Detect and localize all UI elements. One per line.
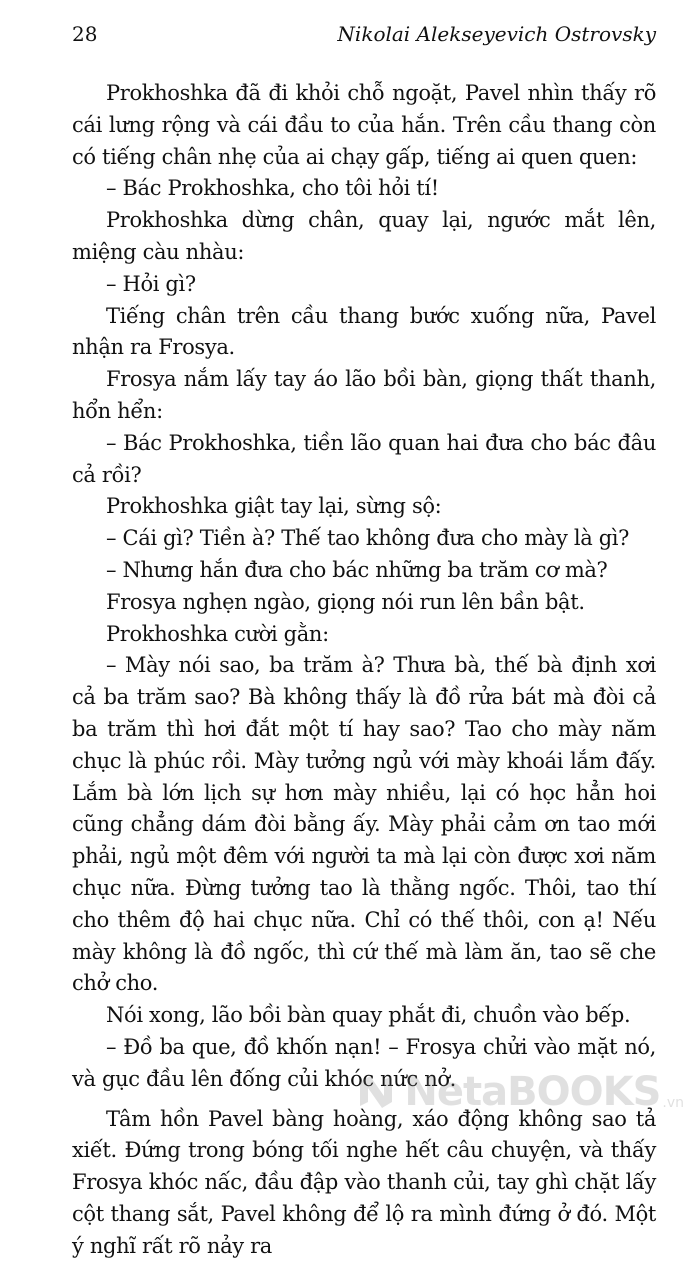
page-number: 28 bbox=[72, 14, 97, 54]
watermark-brand: NetaBOOKS bbox=[404, 1069, 660, 1115]
watermark-suffix: .vn bbox=[662, 1095, 684, 1111]
paragraph: Prokhoshka đã đi khỏi chỗ ngoặt, Pavel nhìn thấy rõ cái lưng rộng và cái đầu to của hắn. Trên cầu thang còn có tiếng chân nhẹ của ai chạy gấp, tiếng ai quen quen: bbox=[72, 78, 656, 173]
running-title: Nikolai Alekseyevich Ostrovsky bbox=[337, 14, 656, 54]
paragraph: Tâm hồn Pavel bàng hoàng, xáo động không sao tả xiết. Đứng trong bóng tối nghe hết câu chuyện, và thấy Frosya khóc nấc, đầu đập vào thanh củi, tay ghì chặt lấy cột thang sắt, Pavel không để lộ ra mình đứng ở đó. Một ý nghĩ rất rõ nảy ra bbox=[72, 1104, 656, 1262]
paragraph: Prokhoshka dừng chân, quay lại, ngước mắt lên, miệng càu nhàu: bbox=[72, 205, 656, 269]
paragraph: Frosya nghẹn ngào, giọng nói run lên bần bật. bbox=[72, 587, 656, 619]
paragraph: Nói xong, lão bồi bàn quay phắt đi, chuồn vào bếp. bbox=[72, 1000, 656, 1032]
paragraph: – Mày nói sao, ba trăm à? Thưa bà, thế bà định xơi cả ba trăm sao? Bà không thấy là đồ rửa bát mà đòi cả ba trăm thì hơi đắt một tí hay sao? Tao cho mày năm chục là phúc rồi. Mày tưởng ngủ với mày khoái lắm đấy. Lắm bà lớn lịch sự hơn mày nhiều, lại có học hẳn hoi cũng chẳng dám đòi bằng ấy. Mày phải cảm ơn tao mới phải, ngủ một đêm với người ta mà lại còn được xơi năm chục nữa. Đừng tưởng tao là thằng ngốc. Thôi, tao thí cho thêm độ hai chục nữa. Chỉ có thế thôi, con ạ! Nếu mày không là đồ ngốc, thì cứ thế mà làm ăn, tao sẽ che chở cho. bbox=[72, 650, 656, 1000]
paragraph: Frosya nắm lấy tay áo lão bồi bàn, giọng thất thanh, hổn hển: bbox=[72, 364, 656, 428]
paragraph: Tiếng chân trên cầu thang bước xuống nữa, Pavel nhận ra Frosya. bbox=[72, 301, 656, 365]
paragraph: – Bác Prokhoshka, tiền lão quan hai đưa cho bác đâu cả rồi? bbox=[72, 428, 656, 492]
paragraph: Prokhoshka giật tay lại, sừng sộ: bbox=[72, 491, 656, 523]
paragraph: – Nhưng hắn đưa cho bác những ba trăm cơ mà? bbox=[72, 555, 656, 587]
paragraph: – Cái gì? Tiền à? Thế tao không đưa cho mày là gì? bbox=[72, 523, 656, 555]
paragraph: – Hỏi gì? bbox=[72, 269, 656, 301]
body-text bbox=[72, 78, 656, 1262]
paragraph: – Đồ ba que, đồ khốn nạn! – Frosya chửi vào mặt nó, và gục đầu lên đống củi khóc nức nở. bbox=[72, 1032, 656, 1096]
paragraph: Prokhoshka cười gằn: bbox=[72, 619, 656, 651]
paragraph: – Bác Prokhoshka, cho tôi hỏi tí! bbox=[72, 173, 656, 205]
page-header bbox=[72, 14, 656, 54]
